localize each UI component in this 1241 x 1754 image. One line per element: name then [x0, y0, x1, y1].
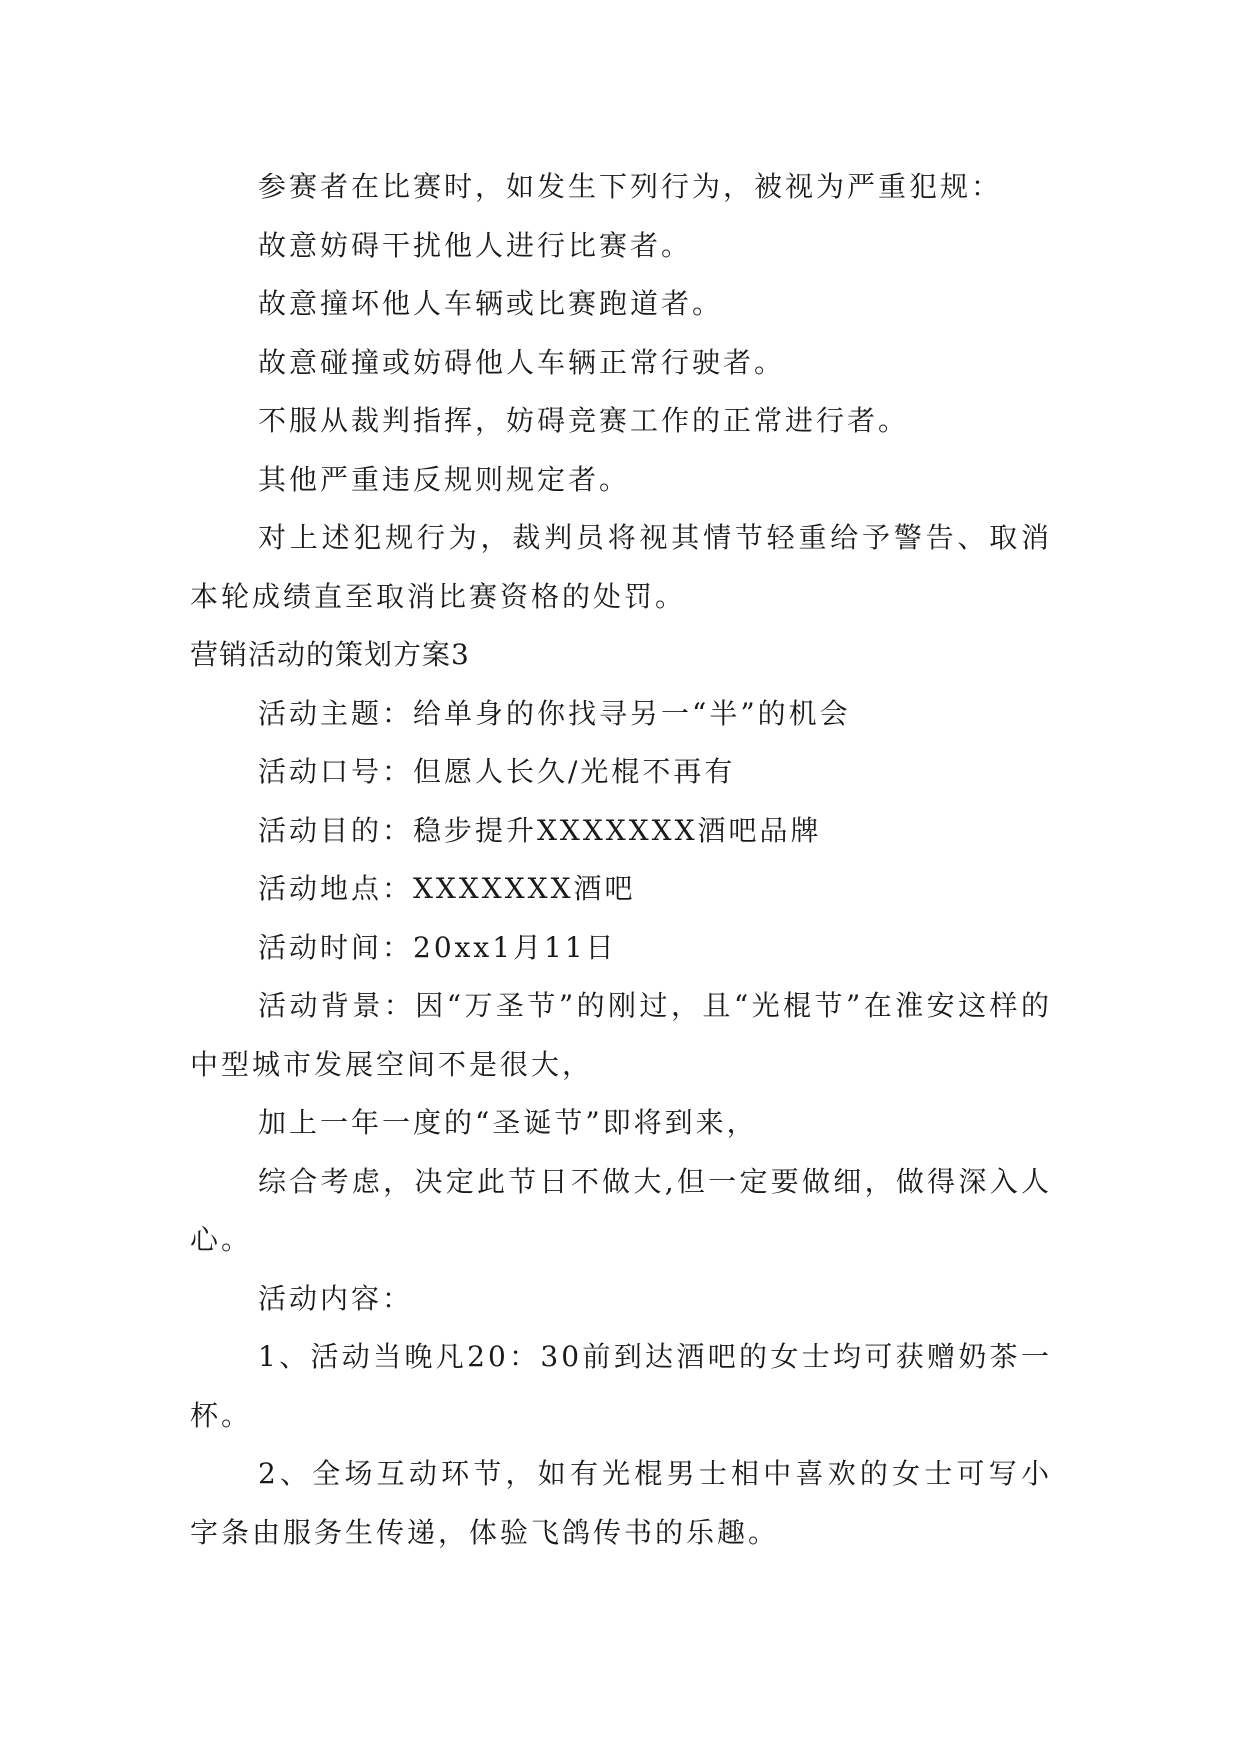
paragraph: 故意撞坏他人车辆或比赛跑道者。: [258, 287, 724, 320]
paragraph: 其他严重违反规则规定者。: [258, 462, 631, 496]
paragraph: 活动背景：因“万圣节”的刚过，且“光棍节”在淮安这样的中型城市发展空间不是很大，: [190, 989, 1052, 1081]
paragraph: 活动口号：但愿人长久/光棍不再有: [258, 755, 736, 788]
paragraph: 参赛者在比赛时，如发生下列行为，被视为严重犯规：: [258, 170, 1003, 203]
paragraph: 综合考虑，决定此节日不做大,但一定要做细，做得深入人心。: [190, 1164, 1052, 1256]
paragraph: 1、活动当晚凡20：30前到达酒吧的女士均可获赠奶茶一杯。: [190, 1340, 1052, 1432]
paragraph: 加上一年一度的“圣诞节”即将到来，: [258, 1106, 758, 1139]
paragraph: 故意妨碍干扰他人进行比赛者。: [258, 228, 693, 262]
paragraph: 活动内容：: [258, 1281, 414, 1315]
paragraph: 故意碰撞或妨碍他人车辆正常行驶者。: [258, 345, 786, 379]
paragraph: 活动时间：20xx1月11日: [258, 930, 617, 964]
paragraph: 2、全场互动环节，如有光棍男士相中喜欢的女士可写小字条由服务生传递，体验飞鸽传书的乐趣。: [190, 1457, 1052, 1549]
section-heading: 营销活动的策划方案3: [190, 638, 470, 671]
paragraph: 活动地点：XXXXXXX酒吧: [258, 872, 636, 905]
paragraph: 不服从裁判指挥，妨碍竞赛工作的正常进行者。: [258, 404, 910, 437]
paragraph: 对上述犯规行为，裁判员将视其情节轻重给予警告、取消本轮成绩直至取消比赛资格的处罚。: [190, 521, 1052, 613]
paragraph: 活动主题：给单身的你找寻另一“半”的机会: [258, 696, 851, 730]
document-body: [190, 158, 1052, 1562]
paragraph: 活动目的：稳步提升XXXXXXX酒吧品牌: [258, 813, 822, 847]
